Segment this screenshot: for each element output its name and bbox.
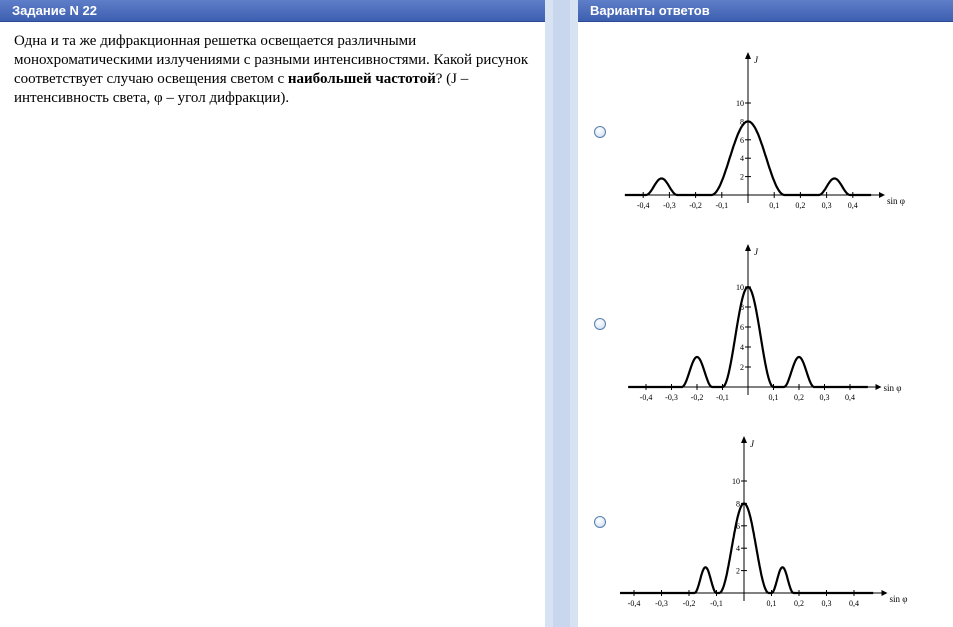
answer-graph-1 <box>620 52 910 217</box>
answer-graph-3 <box>620 436 910 611</box>
answer-radio-1[interactable] <box>594 126 606 138</box>
y-tick-label: 4 <box>740 154 744 164</box>
task-header: Задание N 22 <box>0 0 545 22</box>
x-tick-label: -0,2 <box>690 393 704 402</box>
y-tick-label: 2 <box>736 566 740 576</box>
y-tick-label: 6 <box>740 323 744 332</box>
x-tick-label: 0,1 <box>768 393 779 402</box>
y-axis-arrow <box>745 52 751 59</box>
x-axis-label: sin φ <box>883 383 902 393</box>
x-tick-label: -0,3 <box>663 201 676 210</box>
x-tick-label: -0,1 <box>716 393 729 402</box>
answer-radio-2[interactable] <box>594 318 606 330</box>
x-tick-label: -0,2 <box>682 599 696 608</box>
x-tick-label: -0,3 <box>655 599 668 608</box>
y-tick-label: 4 <box>736 544 740 554</box>
x-tick-label: -0,4 <box>636 201 650 210</box>
panel-divider <box>545 0 578 627</box>
y-tick-label: 8 <box>740 303 744 312</box>
y-tick-label: 8 <box>740 117 744 127</box>
x-tick-label: 0,4 <box>845 393 855 402</box>
y-tick-label: 10 <box>736 283 744 292</box>
x-tick-label: 0,2 <box>795 201 806 210</box>
y-axis-label: J <box>754 55 758 65</box>
y-tick-label: 6 <box>740 135 744 145</box>
x-tick-label: -0,4 <box>639 393 653 402</box>
y-axis-arrow <box>741 436 747 443</box>
question-text-part1: Одна и та же дифракционная решетка освещается различными монохроматическими излучениями с разными интенсивностями. Какой рисунок соответствует случаю освещения светом с <box>14 33 529 87</box>
x-tick-label: 0,4 <box>847 201 858 210</box>
x-tick-label: 0,2 <box>794 393 804 402</box>
x-tick-label: -0,2 <box>689 201 702 210</box>
x-tick-label: 0,3 <box>821 599 832 608</box>
y-axis-arrow <box>745 244 751 251</box>
x-tick-label: 0,1 <box>766 599 777 608</box>
x-tick-label: -0,4 <box>627 599 641 608</box>
x-tick-label: 0,2 <box>794 599 804 608</box>
y-axis-label: J <box>754 247 758 257</box>
x-tick-label: 0,4 <box>849 599 859 608</box>
y-tick-label: 2 <box>740 172 744 182</box>
answer-radio-3[interactable] <box>594 516 606 528</box>
x-tick-label: 0,1 <box>769 201 780 210</box>
question-text <box>0 22 545 108</box>
divider-stripe <box>553 0 570 627</box>
x-tick-label: 0,3 <box>821 201 832 210</box>
y-tick-label: 10 <box>736 99 744 108</box>
x-tick-label: -0,3 <box>665 393 678 402</box>
y-tick-label: 6 <box>736 521 740 531</box>
x-tick-label: -0,1 <box>715 201 729 210</box>
x-axis-arrow <box>882 590 888 596</box>
x-axis-label: sin φ <box>887 196 905 206</box>
x-tick-label: 0,3 <box>819 393 830 402</box>
question-text-part2: ? (J – интенсивность света, φ – угол дифракции). <box>14 71 469 106</box>
y-axis-label: J <box>750 439 754 449</box>
y-tick-label: 2 <box>740 363 744 372</box>
y-tick-label: 8 <box>736 499 740 509</box>
answers-header: Варианты ответов <box>578 0 953 22</box>
y-tick-label: 10 <box>732 477 740 486</box>
x-axis-arrow <box>879 192 885 198</box>
answer-graph-2 <box>620 244 910 409</box>
x-tick-label: -0,1 <box>710 599 723 608</box>
x-axis-arrow <box>876 384 882 390</box>
question-text-bold: наибольшей частотой <box>287 71 436 87</box>
x-axis-label: sin φ <box>889 594 908 604</box>
y-tick-label: 4 <box>740 343 744 352</box>
